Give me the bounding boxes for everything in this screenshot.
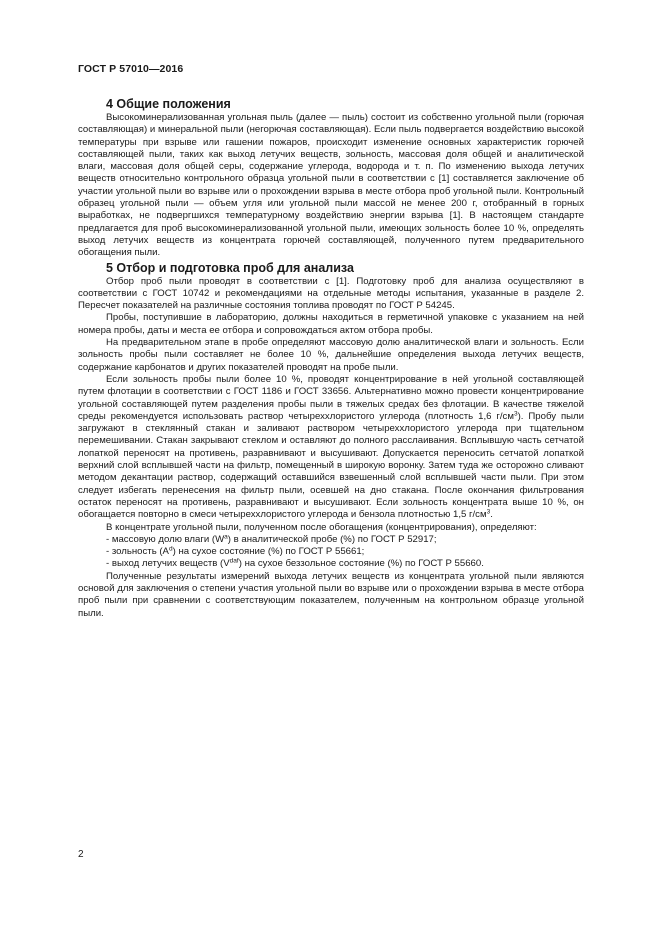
document-header: ГОСТ Р 57010—2016 <box>78 63 184 75</box>
p4-text-b: ). Пробу пыли загружают в стеклянный стакан и заливают раствором четыреххлористого углерода при тщательном перемешивании. Стакан закрывают стеклом и оставляют до полного расслаивания. Всплывшую часть сетчатой лопаткой переносят на противень, разравнивают и высушивают. Допускается переносить сетчатой лопаткой верхний слой всплывшей части на фильтр, помещенный в широкую воронку. Затем туда же осторожно сливают методом декантации раствор, содержащий оставшийся взвешенный слой всплывшей части пыли. При этом следует избегать перенесения на фильтр пыли, осевшей на дно стакана. После окончания фильтрования остаток переносят на противень, разравнивают и высушивают. Если зольность концентрата выше 10 %, он обогащается повторно в смеси четыреххлористого углерода и бензола плотностью 1,5 г/см <box>78 410 584 521</box>
section-4-title: 4 Общие положения <box>106 97 231 111</box>
li2-superscript: d <box>168 545 173 553</box>
page-number: 2 <box>78 849 84 860</box>
section-5-paragraph-6: Полученные результаты измерений выхода летучих веществ из концентрата угольной пыли являются основой для заключения о степени участия угольной пыли во взрыве или о прохождении взрыва в месте отбора проб пыли при сравнении с соответствующим показателем, полученным на контрольном образце угольной пыли. <box>78 570 584 619</box>
section-4-paragraph: Высокоминерализованная угольная пыль (далее — пыль) состоит из собственно угольной пыли (горючая составляющая) и минеральной пыли (негорючая составляющая). Если пыль подвергается воздействию высокой температуры при взрыве или гашении пожаров, происходит изменение основных характеристик горючей составляющей пыли, таких как выход летучих веществ, зольность, массовая доля общей и аналитической влаги, массовая доля общей серы, содержание углерода, водорода и т. п. По изменению выхода летучих веществ относительно контрольного образца угольной пыли в соответствии с [1] составляется заключение об участии угольной пыли во взрыве или о прохождении взрыва в месте отбора проб угольной пыли. Контрольный образец угольной пыли — объем угля или угольной пыли массой не менее 200 г, отобранный в горных выработках, не подвергшихся температурному воздействию энергии взрыва [1]. В настоящем стандарте предлагается для проб высокоминерализованной угольной пыли, имеющих зольность более 10 %, определять выход летучих веществ из концентрата горючей составляющей, полученного путем предварительного обогащения пыли. <box>78 112 584 259</box>
li1-text-b: ) в аналитической пробе (%) по ГОСТ Р 52917; <box>227 533 437 545</box>
list-item-volatiles <box>78 558 584 570</box>
li1-superscript: a <box>224 533 228 541</box>
p4-text-a: Если зольность пробы пыли более 10 %, проводят концентрирование в ней угольной составляющей путем флотации в соответствии с ГОСТ 1186 и ГОСТ 33656. Альтернативно можно провести концентрирование угольной составляющей путем разделения пробы пыли в тяжелых средах без флотации. В качестве тяжелой среды рекомендуется использовать раствор четыреххлористого углерода (плотность 1,6 г/см <box>78 373 584 422</box>
li2-text-b: ) на сухое состояние (%) по ГОСТ Р 55661; <box>172 546 365 558</box>
p4-text-c: . <box>490 509 493 521</box>
section-5-paragraph-1: Отбор проб пыли проводят в соответствии с [1]. Подготовку проб для анализа осуществляют в соответствии с ГОСТ 10742 и рекомендациями на отдельные методы испытания, указанные в разделе 2. Пересчет показателей на различные состояния топлива проводят по ГОСТ Р 54245. <box>78 275 584 312</box>
p4-superscript-2: 3 <box>486 508 491 516</box>
section-5-title: 5 Отбор и подготовка проб для анализа <box>106 260 354 275</box>
section-5-paragraph-3: На предварительном этапе в пробе определяют массовую долю аналитической влаги и зольность. Если зольность пробы пыли составляет не более 10 %, дальнейшие определения выхода летучих веществ, содержание карбонатов и других показателей проводят на пробе пыли. <box>78 337 584 373</box>
section-5-paragraph-2: Пробы, поступившие в лабораторию, должны находиться в герметичной упаковке с указанием на ней номера пробы, даты и места ее отбора и сопровождаться актом отбора пробы. <box>78 312 584 336</box>
list-item-moisture <box>78 534 584 546</box>
section-5-paragraph-5: В концентрате угольной пыли, полученном после обогащения (концентрирования), определяют: <box>106 521 537 533</box>
li1-text-a: - массовую долю влаги (W <box>106 533 225 545</box>
li3-superscript: daf <box>229 557 239 565</box>
li2-text-a: - зольность (A <box>106 546 169 558</box>
page-content <box>78 96 584 620</box>
section-5-paragraph-4 <box>78 374 584 522</box>
li3-text-a: - выход летучих веществ (V <box>106 558 230 570</box>
list-item-ash <box>78 546 584 558</box>
li3-text-b: ) на сухое беззольное состояние (%) по ГОСТ Р 55660. <box>238 558 484 570</box>
p4-superscript-1: 3 <box>513 410 518 418</box>
